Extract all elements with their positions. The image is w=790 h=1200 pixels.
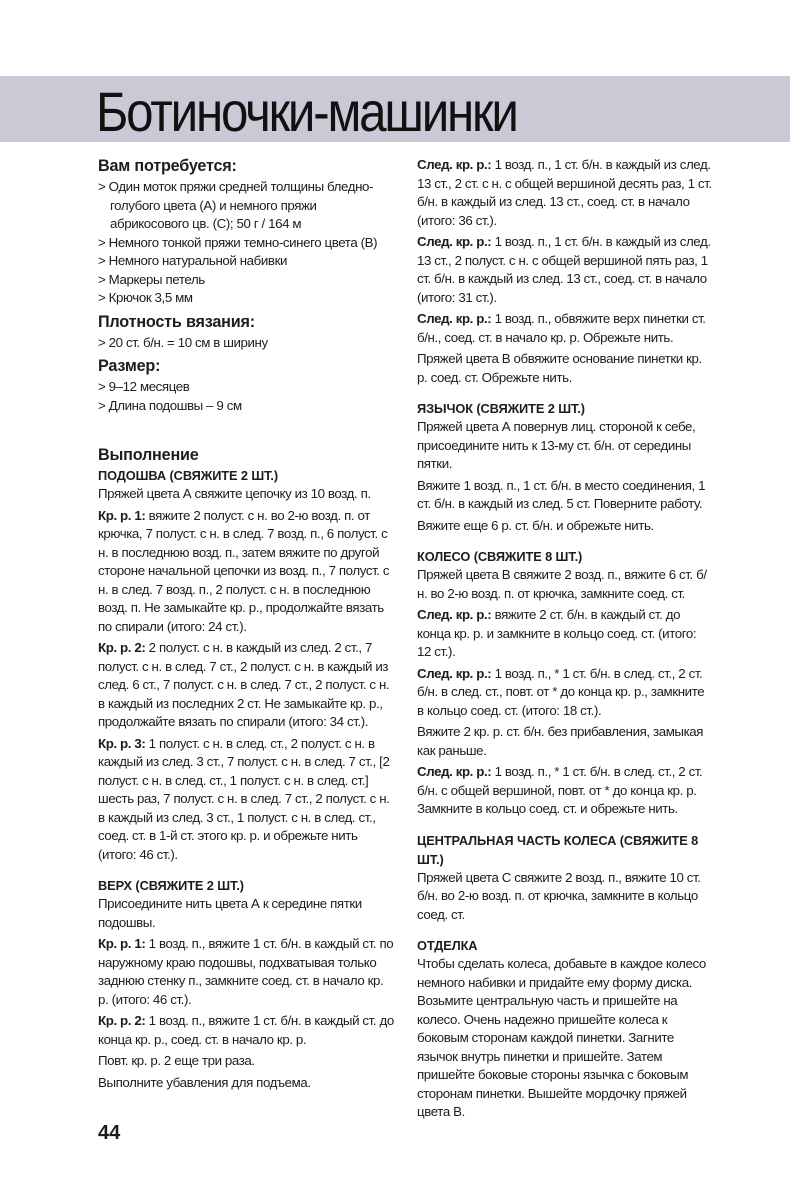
row-text: вяжите 2 ст. б/н. в каждый ст. до конца кр. р. и замкните в кольцо соед. ст. (итого: 12 ст.).: [417, 607, 697, 659]
row-label: Кр. р. 2:: [98, 1013, 146, 1028]
top-row-2: [98, 1012, 394, 1049]
list-item: > Один моток пряжи средней толщины бледно-голубого цвета (А) и немного пряжи абрикосового цв. (С); 50 г / 164 м: [98, 178, 394, 234]
sole-row-3: [98, 735, 394, 865]
row-label: След. кр. р.:: [417, 607, 492, 622]
row-text: 1 возд. п., вяжите 1 ст. б/н. в каждый ст. по наружному краю подошвы, подхватывая только заднюю стенку п., замкните соед. ст. в начало кр. р. (итого: 46 ст.).: [98, 936, 394, 1007]
continuation-row-1: [417, 156, 713, 230]
right-column: [417, 156, 713, 1125]
page-number: 44: [98, 1122, 121, 1144]
size-list: [98, 378, 394, 415]
row-label: Кр. р. 2:: [98, 640, 146, 655]
wheel-middle: Вяжите 2 кр. р. ст. б/н. без прибавления, замыкая как раньше.: [417, 724, 704, 758]
gauge-list: [98, 334, 394, 353]
list-item: > Немного тонкой пряжи темно-синего цвета (В): [98, 234, 394, 253]
row-label: Кр. р. 3:: [98, 735, 146, 751]
continuation-row-3: [417, 310, 713, 347]
center-text: Пряжей цвета С свяжите 2 возд. п., вяжите 10 ст. б/н. во 2-ю возд. п. от крючка, замкните в кольцо соед. ст.: [417, 869, 701, 922]
row-label: Кр. р. 1:: [98, 936, 146, 951]
row-label: След. кр. р.:: [417, 665, 492, 681]
list-item: > 9–12 месяцев: [98, 378, 394, 397]
continuation-row-2: [417, 233, 713, 307]
tongue-paragraph: Пряжей цвета А повернув лиц. стороной к себе, присоедините нить к 13-му ст. б/н. от середины пятки.: [417, 419, 696, 471]
row-text: 1 возд. п., 1 ст. б/н. в каждый из след. 13 ст., 2 полуст. с н. с общей вершиной пять раз, 1 ст. б/н. в каждый из след. 13 ст., соед. ст. в начало (итого: 31 ст.).: [417, 234, 711, 305]
row-label: След. кр. р.:: [417, 764, 492, 779]
tongue-heading: ЯЗЫЧОК (СВЯЖИТЕ 2 ШТ.): [417, 401, 585, 416]
row-text: 1 возд. п., 1 ст. б/н. в каждый из след. 13 ст., 2 ст. с н. с общей вершиной десять раз, 1 ст. б/н. в каждый из след. 13 ст., соед. ст. в начало (итого: 36 ст.).: [417, 157, 712, 228]
execution-heading: Выполнение: [98, 446, 199, 464]
row-text: 1 возд. п., * 1 ст. б/н. в след. ст., 2 ст. б/н. с общей вершиной, повт. от * до конца кр. р. Замкните в кольцо соед. ст. и обрежьте нить.: [417, 764, 703, 816]
list-item: > Длина подошвы – 9 см: [98, 397, 394, 416]
tongue-paragraph: Вяжите еще 6 р. ст. б/н. и обрежьте нить.: [417, 517, 654, 533]
wheel-row-1: [417, 606, 713, 662]
finish-heading: ОТДЕЛКА: [417, 938, 478, 953]
materials-list: [98, 178, 394, 308]
row-label: След. кр. р.:: [417, 157, 492, 172]
wheel-intro: Пряжей цвета В свяжите 2 возд. п., вяжите 6 ст. б/н. во 2-ю возд. п. от крючка, замкните соед. ст.: [417, 567, 707, 601]
row-text: вяжите 2 полуст. с н. во 2-ю возд. п. от крючка, 7 полуст. с н. в след. 7 возд. п., 6 полуст. с н. в последнюю возд. п., затем вяжите по другой стороне начальной цепочки из возд. п., 7 полуст. с н. в след. 7 возд. п., 2 полуст. с н. в последнюю возд. п. Не замыкайте кр. р., продолжайте вязать по спирали (итого: 24 ст.).: [98, 507, 390, 634]
needs-heading: Вам потребуется:: [98, 157, 237, 175]
page-title: Ботиночки-машинки: [96, 80, 517, 143]
row-label: След. кр. р.:: [417, 311, 492, 326]
top-decrease: Выполните убавления для подъема.: [98, 1074, 311, 1090]
tongue-paragraph: Вяжите 1 возд. п., 1 ст. б/н. в место соединения, 1 ст. б/н. в каждый из след. 5 ст. Поверните работу.: [417, 477, 706, 511]
center-heading: ЦЕНТРАЛЬНАЯ ЧАСТЬ КОЛЕСА (СВЯЖИТЕ 8 ШТ.): [417, 832, 699, 867]
base-note: Пряжей цвета В обвяжите основание пинетки кр. р. соед. ст. Обрежьте нить.: [417, 351, 702, 385]
size-heading: Размер:: [98, 357, 161, 375]
row-label: Кр. р. 1:: [98, 507, 146, 523]
top-row-1: [98, 935, 394, 1009]
list-item: > Крючок 3,5 мм: [98, 289, 394, 308]
wheel-heading: КОЛЕСО (СВЯЖИТЕ 8 ШТ.): [417, 549, 583, 564]
row-text: 2 полуст. с н. в каждый из след. 2 ст., 7 полуст. с н. в след. 7 ст., 2 полуст. с н. в каждый из след. 6 ст., 7 полуст. с н. в след. 7 ст., 2 полуст. с н. в каждый из последних 2 ст. Не замыкайте кр. р., продолжайте вязать по спирали (итого: 34 ст.).: [98, 640, 390, 729]
gauge-heading: Плотность вязания:: [98, 312, 255, 331]
list-item: > Маркеры петель: [98, 271, 394, 290]
sole-heading: ПОДОШВА (СВЯЖИТЕ 2 ШТ.): [98, 468, 279, 483]
row-label: След. кр. р.:: [417, 234, 492, 249]
wheel-row-2: [417, 665, 713, 721]
row-text: 1 возд. п., обвяжите верх пинетки ст. б/н., соед. ст. в начало кр. р. Обрежьте нить.: [417, 311, 706, 345]
wheel-row-last: [417, 763, 713, 819]
list-item: > Немного натуральной набивки: [98, 252, 394, 271]
sole-intro: Пряжей цвета А свяжите цепочку из 10 возд. п.: [98, 486, 371, 501]
left-column: [98, 156, 394, 1095]
row-text: 1 возд. п., * 1 ст. б/н. в след. ст., 2 ст. б/н. в след. ст., повт. от * до конца кр. р., замкните в кольцо соед. ст. (итого: 18 ст.).: [417, 665, 705, 718]
row-text: 1 полуст. с н. в след. ст., 2 полуст. с н. в каждый из след. 3 ст., 7 полуст. с н. в след. 7 ст., [2 полуст. с н. в след. ст., 1 полуст. с н. в след. ст.] шесть раз, 7 полуст. с н. в след. 7 ст., 2 полуст. с н. в каждый из след. 3 ст., 1 полуст. с н. в след. ст., соед. ст. в 1-й ст. этого кр. р. и обрежьте нить (итого: 46 ст.).: [98, 735, 390, 862]
top-intro: Присоедините нить цвета А к середине пятки подошвы.: [98, 896, 362, 930]
top-repeat: Повт. кр. р. 2 еще три раза.: [98, 1053, 255, 1068]
finish-text: Чтобы сделать колеса, добавьте в каждое колесо немного набивки и придайте ему форму диска. Возьмите центральную часть и пришейте на колесо. Очень надежно пришейте колеса к боковым сторонам каждой пинетки. Загните язычок внутрь пинетки и пришейте. Затем пришейте боковые стороны язычка с боковым сторонам пинетки. Вышейте мордочку пряжей цвета В.: [417, 956, 706, 1119]
sole-row-1: [98, 507, 394, 637]
sole-row-2: [98, 639, 394, 732]
row-text: 1 возд. п., вяжите 1 ст. б/н. в каждый ст. до конца кр. р., соед. ст. в начало кр. р.: [98, 1013, 394, 1047]
list-item: > 20 ст. б/н. = 10 см в ширину: [98, 334, 394, 353]
top-heading: ВЕРХ (СВЯЖИТЕ 2 ШТ.): [98, 878, 244, 893]
